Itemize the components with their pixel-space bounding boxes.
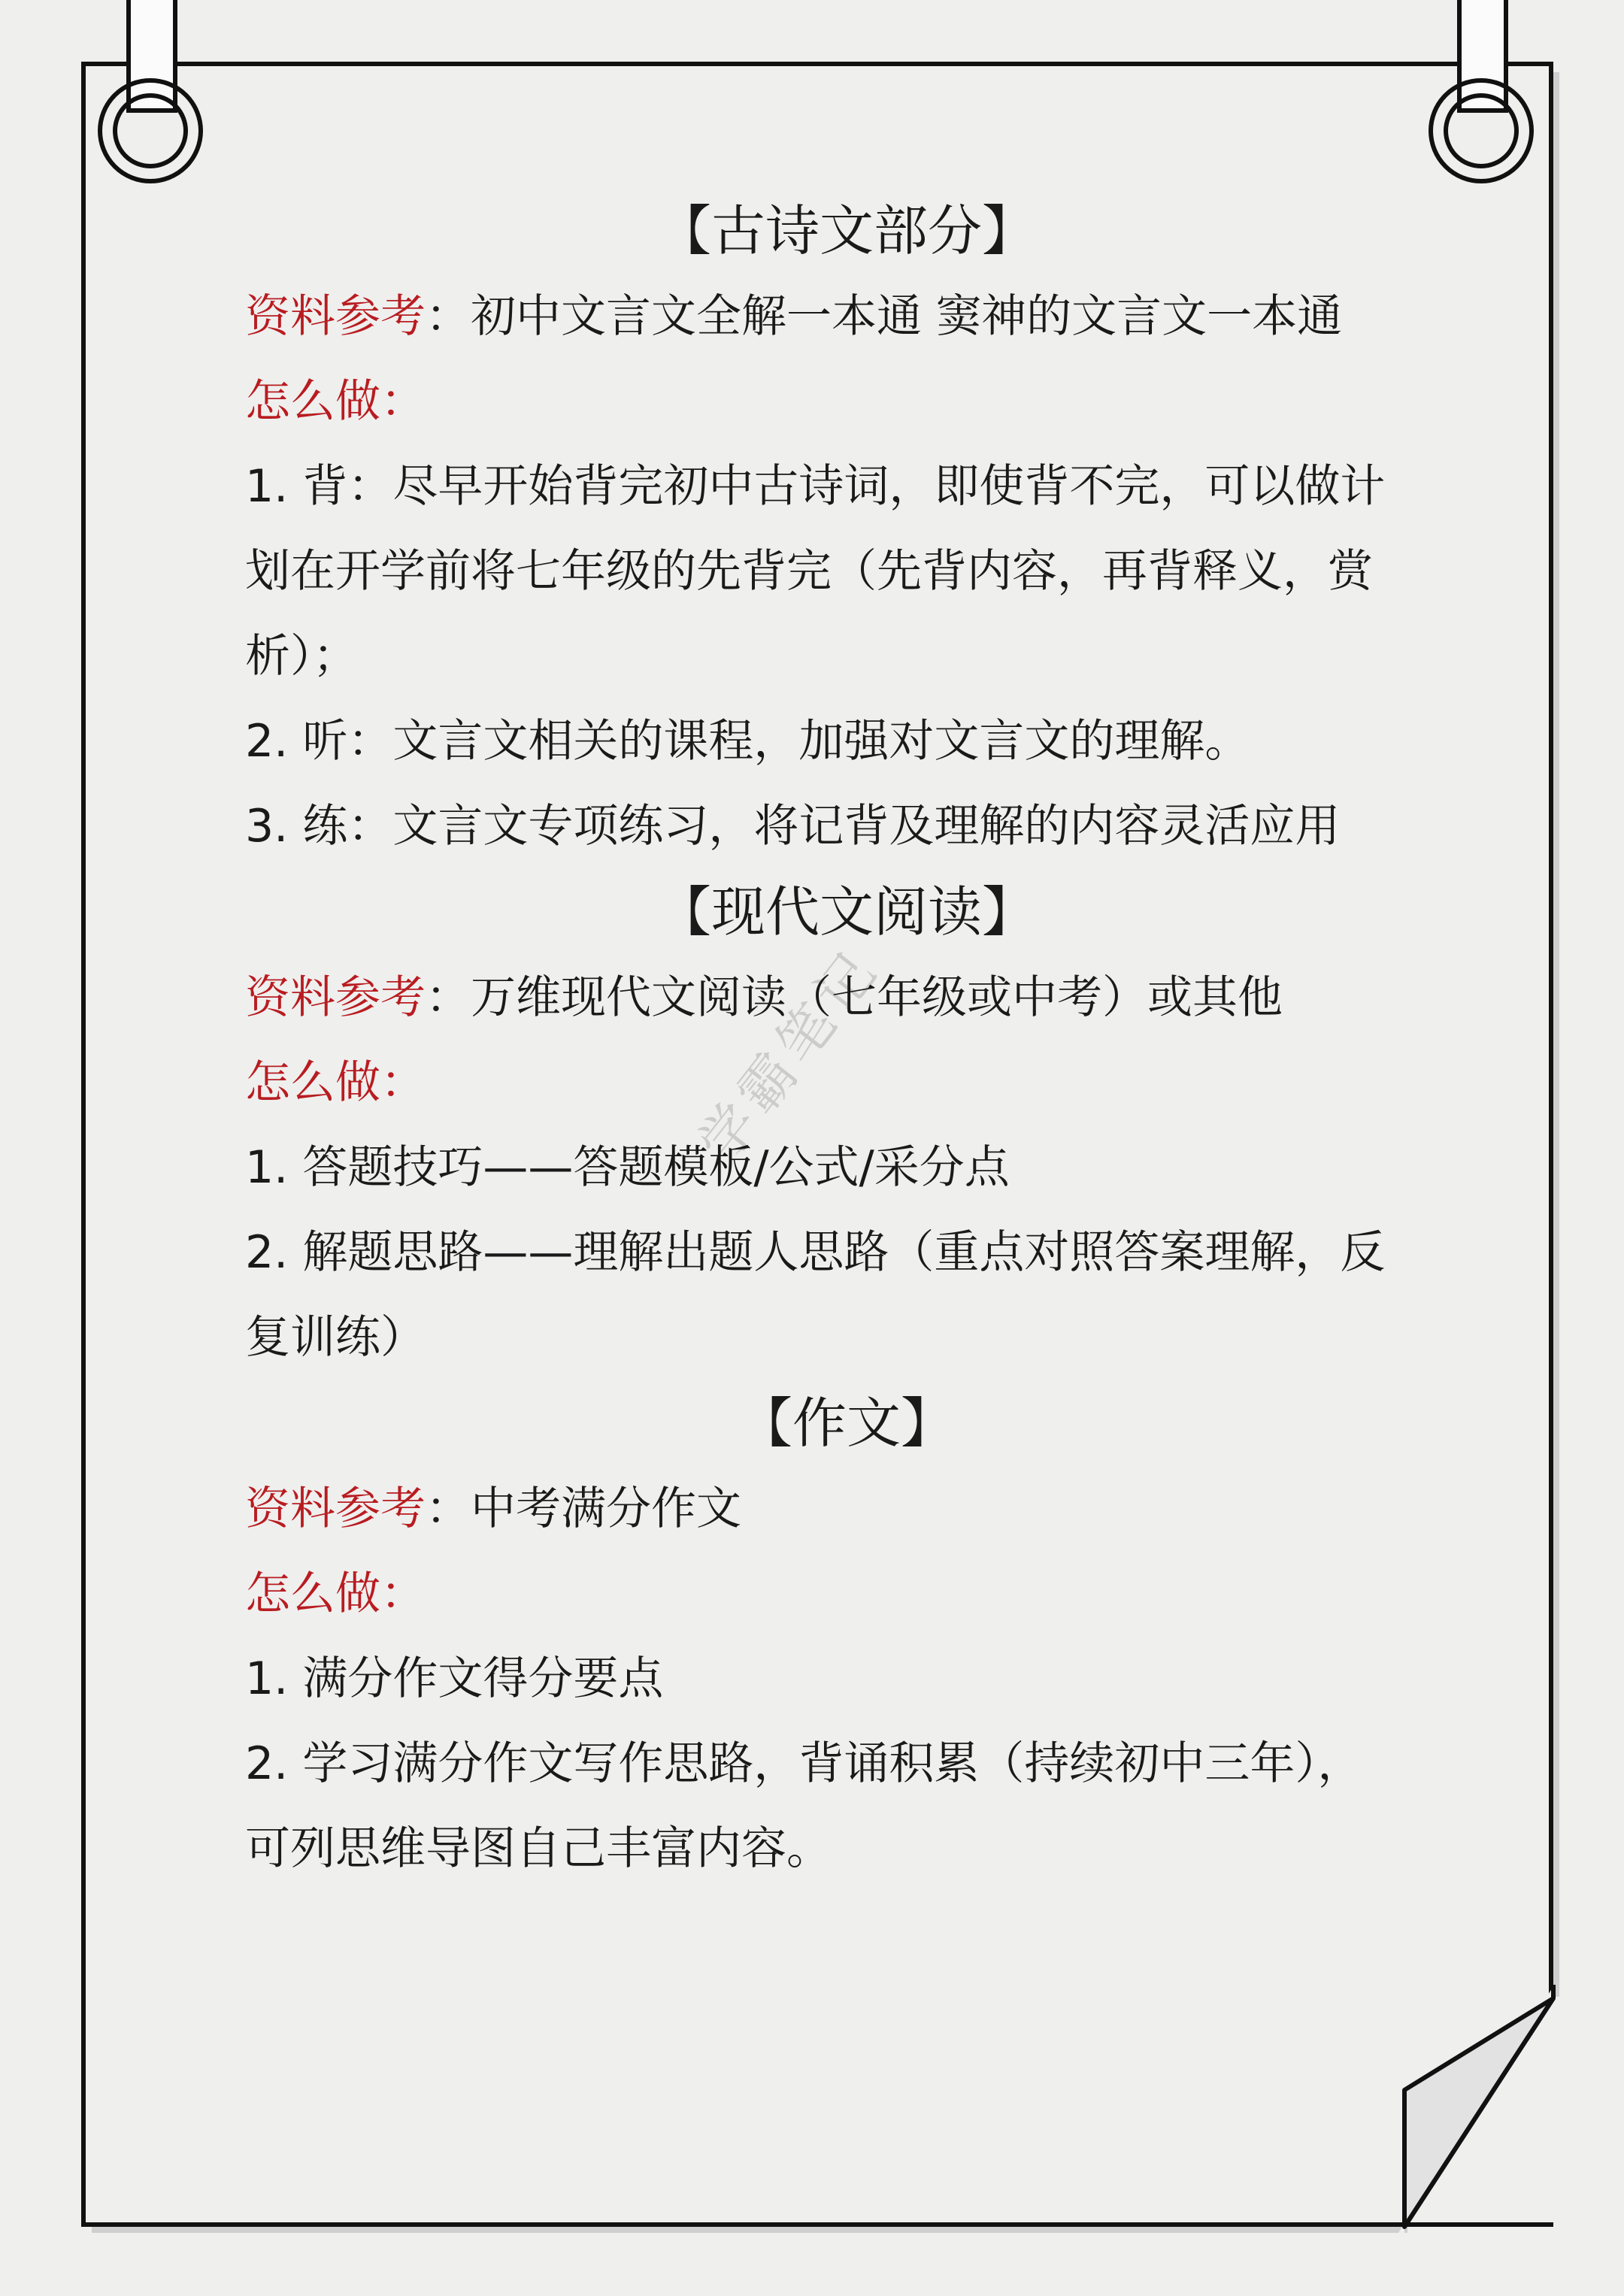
section-heading: 【作文】 [738,1392,955,1455]
list-item: 2. 解题思路——理解出题人思路（重点对照答案理解，反复训练） [245,1226,1386,1364]
list-item: 1. 满分作文得分要点 [245,1652,664,1705]
list-item: 3. 练：文言文专项练习，将记背及理解的内容灵活应用 [245,800,1341,853]
document-body [245,188,1388,1892]
list-item: 1. 背：尽早开始背完初中古诗词，即使背不完，可以做计划在开学前将七年级的先背完（先背内容，再背释义，赏析）； [245,460,1386,683]
reference-line [245,274,1388,359]
how-to-label: 怎么做： [245,375,426,428]
section-heading: 【现代文阅读】 [656,880,1036,944]
binder-ring-left-icon [98,78,203,183]
reference-separator: ： [426,971,471,1024]
reference-label: 资料参考 [245,971,426,1024]
reference-text: 万维现代文阅读（七年级或中考）或其他 [471,971,1283,1024]
reference-separator: ： [426,290,471,343]
how-to-label: 怎么做： [245,1056,426,1109]
page-curl-icon [1398,1985,1564,2233]
paper-edge [81,2222,1404,2227]
paper-shadow [92,2227,1407,2233]
watermark: 学霸笔记 [686,936,893,1175]
section-heading: 【古诗文部分】 [656,199,1036,262]
paper-edge [1549,62,1553,1998]
reference-line [245,1467,1388,1552]
list-item: 2. 学习满分作文写作思路，背诵积累（持续初中三年），可列思维导图自己丰富内容。 [245,1737,1363,1875]
reference-line [245,956,1388,1040]
reference-separator: ： [426,1483,471,1535]
reference-text: 中考满分作文 [471,1483,741,1535]
reference-label: 资料参考 [245,290,426,343]
reference-text: 初中文言文全解一本通 窦神的文言文一本通 [471,290,1343,343]
paper-shadow [1553,72,1559,1997]
binder-ring-right-icon [1429,78,1534,183]
reference-label: 资料参考 [245,1483,426,1535]
how-to-label: 怎么做： [245,1568,426,1620]
list-item: 1. 答题技巧——答题模板/公式/采分点 [245,1141,1010,1194]
list-item: 2. 听：文言文相关的课程，加强对文言文的理解。 [245,715,1250,768]
